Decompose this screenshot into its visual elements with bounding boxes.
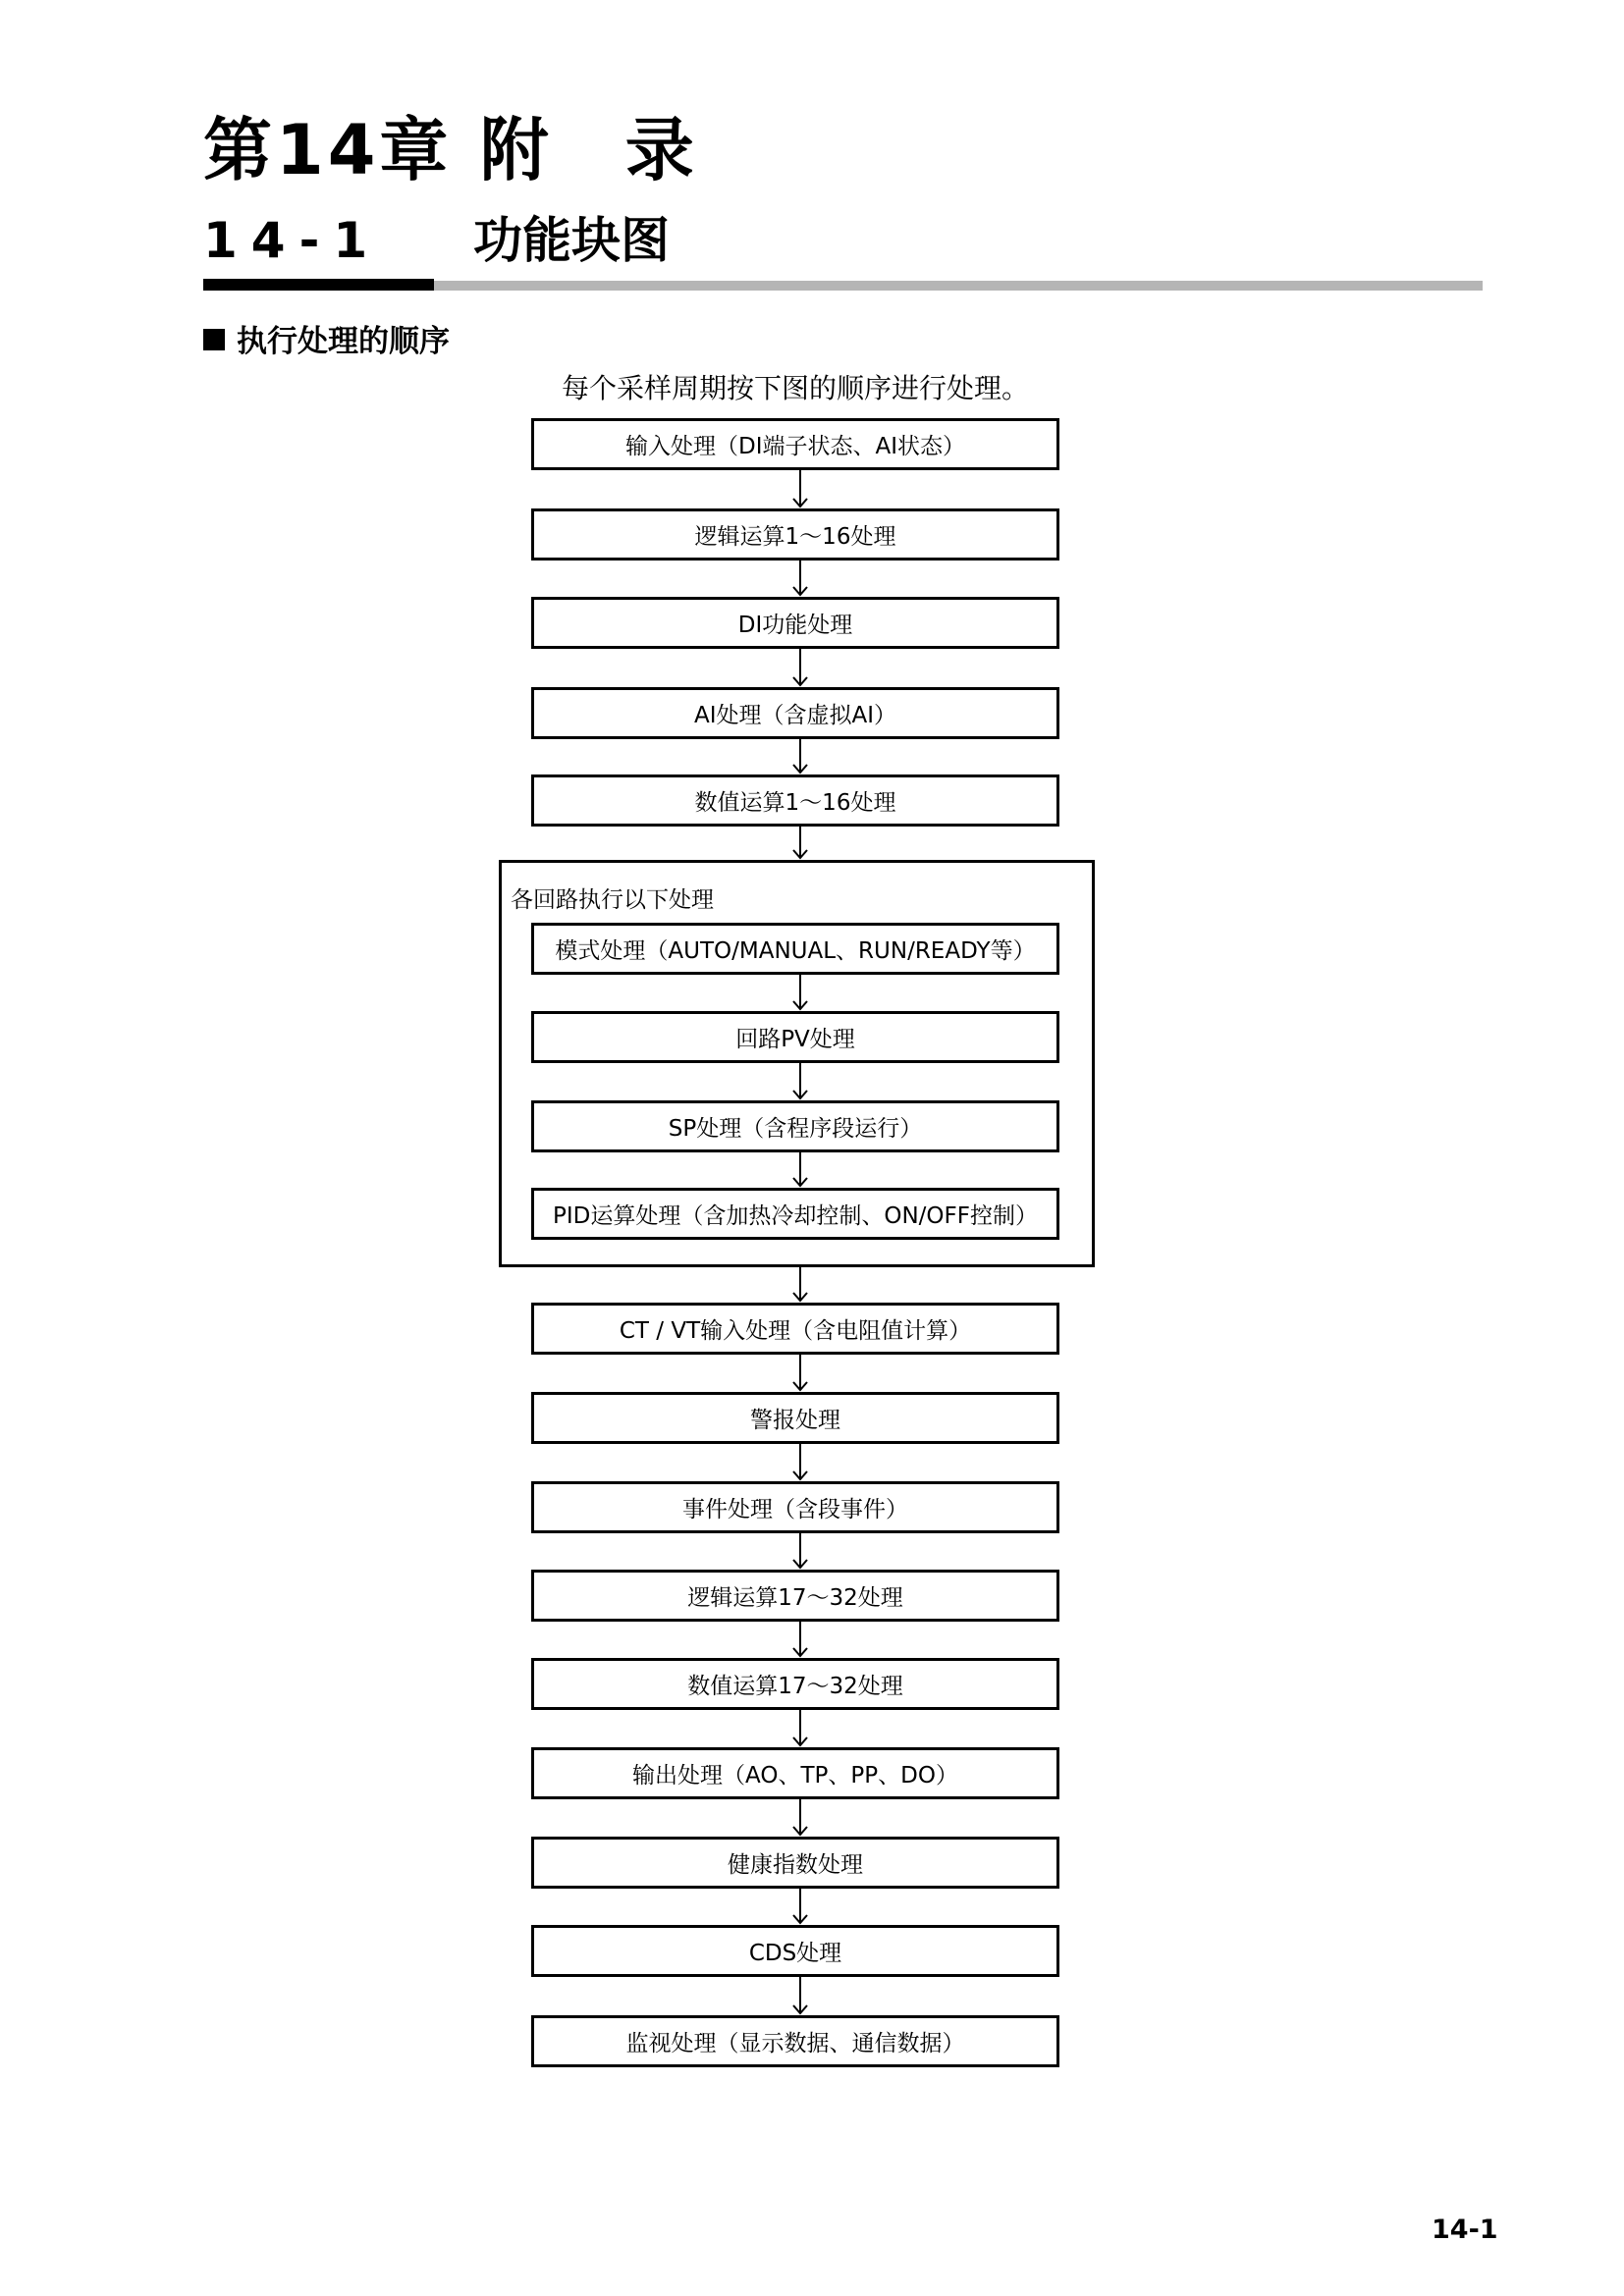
- section-title: 功能块图: [473, 212, 670, 269]
- flow-step: 逻辑运算1～16处理: [531, 508, 1059, 561]
- down-arrow-icon: [790, 649, 810, 687]
- flow-step: 数值运算17～32处理: [531, 1658, 1059, 1710]
- loop-step: SP处理（含程序段运行）: [531, 1100, 1059, 1152]
- page-number: 14-1: [1432, 2215, 1498, 2245]
- loop-step: 回路PV处理: [531, 1011, 1059, 1063]
- down-arrow-icon: [790, 470, 810, 508]
- flow-step: DI功能处理: [531, 597, 1059, 649]
- loop-step: PID运算处理（含加热冷却控制、ON/OFF控制）: [531, 1188, 1059, 1240]
- down-arrow-icon: [790, 1533, 810, 1570]
- subheading-text: 执行处理的顺序: [237, 324, 450, 359]
- down-arrow-icon: [790, 1152, 810, 1188]
- flow-step: 数值运算1～16处理: [531, 774, 1059, 827]
- down-arrow-icon: [790, 1799, 810, 1837]
- flow-step: 逻辑运算17～32处理: [531, 1570, 1059, 1622]
- down-arrow-icon: [790, 1063, 810, 1100]
- loop-label: 各回路执行以下处理: [511, 887, 714, 913]
- flow-step: 输出处理（AO、TP、PP、DO）: [531, 1747, 1059, 1799]
- flow-step: 输入处理（DI端子状态、AI状态）: [531, 418, 1059, 470]
- down-arrow-icon: [790, 1355, 810, 1392]
- square-bullet-icon: [203, 329, 225, 350]
- flow-step: CT / VT输入处理（含电阻值计算）: [531, 1303, 1059, 1355]
- chapter-title: 第14章 附 录: [203, 110, 698, 190]
- down-arrow-icon: [790, 1710, 810, 1747]
- flow-step: AI处理（含虚拟AI）: [531, 687, 1059, 739]
- subheading: [203, 316, 450, 360]
- flow-step: CDS处理: [531, 1925, 1059, 1977]
- flow-step: 监视处理（显示数据、通信数据）: [531, 2015, 1059, 2067]
- section-number: 14-1: [203, 212, 382, 269]
- down-arrow-icon: [790, 1889, 810, 1925]
- down-arrow-icon: [790, 1444, 810, 1481]
- flow-step: 警报处理: [531, 1392, 1059, 1444]
- down-arrow-icon: [790, 827, 810, 860]
- down-arrow-icon: [790, 561, 810, 597]
- heading-rule-thick: [203, 279, 434, 291]
- intro-text: 每个采样周期按下图的顺序进行处理。: [562, 372, 1030, 404]
- down-arrow-icon: [790, 739, 810, 774]
- down-arrow-icon: [790, 1622, 810, 1658]
- flow-step: 健康指数处理: [531, 1837, 1059, 1889]
- flow-step: 事件处理（含段事件）: [531, 1481, 1059, 1533]
- section-heading: [203, 212, 670, 269]
- down-arrow-icon: [790, 1267, 810, 1303]
- down-arrow-icon: [790, 1977, 810, 2015]
- down-arrow-icon: [790, 975, 810, 1011]
- loop-step: 模式处理（AUTO/MANUAL、RUN/READY等）: [531, 923, 1059, 975]
- heading-rule-thin: [434, 281, 1483, 291]
